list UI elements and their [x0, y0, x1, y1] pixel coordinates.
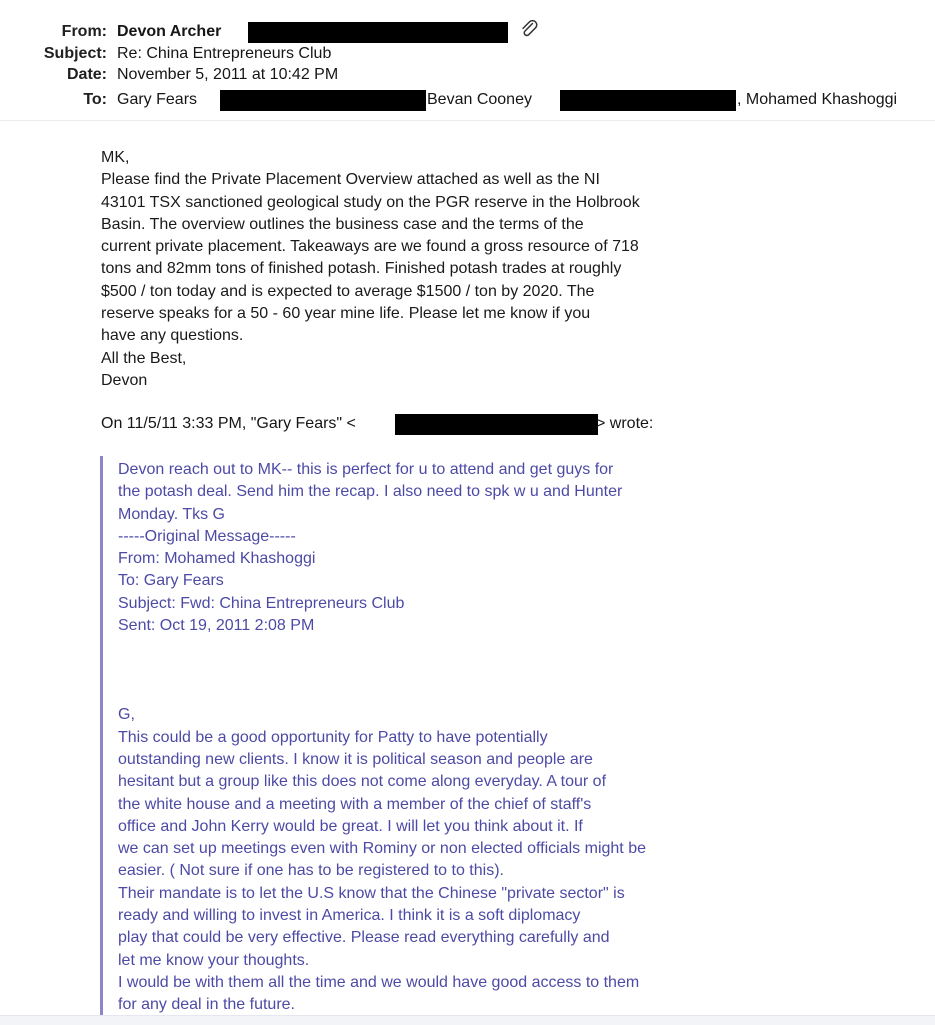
paperclip-icon[interactable] — [518, 18, 540, 40]
quoted-line: the potash deal. Send him the recap. I also need to spk w u and Hunter — [118, 483, 623, 501]
quoted-line: for any deal in the future. — [118, 996, 295, 1014]
quoted-line: -----Original Message----- — [118, 527, 296, 545]
quoted-line: Devon reach out to MK-- this is perfect for u to attend and get guys for — [118, 461, 614, 478]
to-recipient-3: , Mohamed Khashoggi — [737, 91, 898, 108]
quoted-line: outstanding new clients. I know it is political season and people are — [118, 750, 593, 768]
quoted-line: Sent: Oct 19, 2011 2:08 PM — [118, 617, 315, 635]
quoted-line: G, — [118, 706, 135, 724]
quoted-line: the white house and a meeting with a member of the chief of staff's — [118, 795, 592, 813]
redacted-from-email — [248, 22, 508, 43]
message-body — [101, 147, 801, 392]
reply-intro-prefix: On 11/5/11 3:33 PM, "Gary Fears" < — [101, 415, 356, 432]
quoted-line: let me know your thoughts. — [118, 951, 310, 969]
header-divider — [0, 120, 935, 121]
quoted-line: From: Mohamed Khashoggi — [118, 550, 316, 568]
from-value: Devon Archer — [117, 23, 222, 40]
to-recipient-2: Bevan Cooney — [427, 91, 532, 108]
message-line: 43101 TSX sanctioned geological study on the PGR reserve in the Holbrook — [101, 193, 640, 211]
message-line: $500 / ton today and is expected to average $1500 / ton by 2020. The — [101, 282, 595, 300]
quoted-line: ready and willing to invest in America. I think it is a soft diplomacy — [118, 907, 581, 925]
message-line: Devon — [101, 371, 148, 389]
quoted-line: To: Gary Fears — [118, 572, 224, 590]
quoted-message — [118, 459, 818, 1017]
to-recipient-1: Gary Fears — [117, 91, 198, 108]
quoted-line: Subject: Fwd: China Entrepreneurs Club — [118, 594, 405, 612]
redacted-recipient-2-email — [560, 90, 736, 111]
message-line: Basin. The overview outlines the business case and the terms of the — [101, 215, 584, 233]
date-label: Date: — [66, 66, 107, 83]
reply-intro — [101, 413, 356, 435]
from-label: From: — [61, 23, 107, 40]
reply-intro-suffix: > wrote: — [596, 415, 654, 432]
message-line: tons and 82mm tons of finished potash. Finished potash trades at roughly — [101, 260, 622, 278]
message-line: MK, — [101, 149, 130, 166]
quoted-line: Monday. Tks G — [118, 505, 225, 523]
quoted-line: This could be a good opportunity for Patty to have potentially — [118, 728, 548, 746]
message-line: have any questions. — [101, 327, 244, 345]
quoted-line: Their mandate is to let the U.S know that the Chinese "private sector" is — [118, 884, 625, 902]
date-value: November 5, 2011 at 10:42 PM — [117, 66, 339, 83]
quoted-spacer — [118, 637, 818, 704]
header-to-row — [0, 89, 935, 111]
message-line: reserve speaks for a 50 - 60 year mine life. Please let me know if you — [101, 305, 591, 323]
to-label: To: — [83, 91, 107, 108]
quote-bar — [100, 456, 103, 1024]
quoted-line: hesitant but a group like this does not come along everyday. A tour of — [118, 773, 607, 791]
subject-label: Subject: — [43, 45, 107, 62]
redacted-reply-email — [395, 414, 598, 435]
subject-value: Re: China Entrepreneurs Club — [117, 45, 332, 62]
message-line: Please find the Private Placement Overview attached as well as the NI — [101, 171, 600, 189]
message-line: All the Best, — [101, 349, 187, 367]
redacted-recipient-1-email — [220, 90, 426, 111]
quoted-line: play that could be very effective. Please read everything carefully and — [118, 929, 610, 947]
quoted-line: office and John Kerry would be great. I will let you think about it. If — [118, 817, 583, 835]
quoted-line: easier. ( Not sure if one has to be registered to to this). — [118, 862, 504, 880]
quoted-line: we can set up meetings even with Rominy or non elected officials might be — [118, 840, 646, 858]
quoted-line: I would be with them all the time and we would have good access to them — [118, 973, 640, 991]
message-line: current private placement. Takeaways are we found a gross resource of 718 — [101, 238, 639, 256]
